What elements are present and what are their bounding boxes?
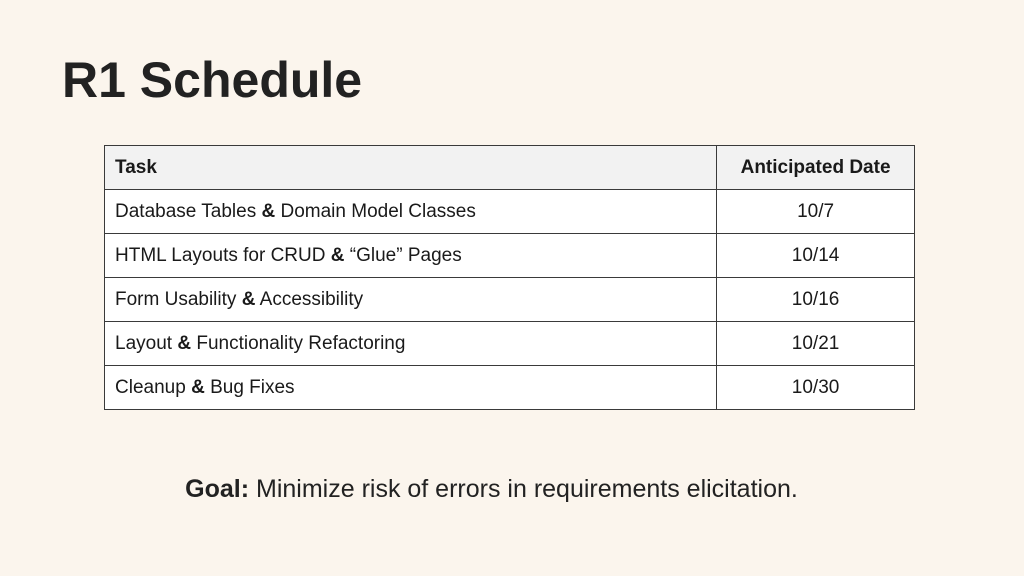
- task-cell: [105, 190, 717, 234]
- date-cell: 10/16: [717, 278, 915, 322]
- ampersand: &: [261, 200, 276, 222]
- table-row: [105, 278, 915, 322]
- task-text: Layout: [115, 332, 173, 354]
- date-cell: 10/21: [717, 322, 915, 366]
- task-text: Form Usability: [115, 288, 237, 310]
- task-text: Functionality Refactoring: [196, 332, 406, 354]
- date-cell: 10/30: [717, 366, 915, 410]
- column-header-anticipated-date: Anticipated Date: [717, 146, 915, 190]
- slide-title: R1 Schedule: [62, 52, 363, 108]
- column-header-task: Task: [105, 146, 717, 190]
- task-cell: [105, 366, 717, 410]
- task-text: “Glue” Pages: [349, 244, 462, 266]
- task-cell: [105, 322, 717, 366]
- ampersand: &: [241, 288, 256, 310]
- goal-text: Minimize risk of errors in requirements elicitation.: [256, 475, 798, 503]
- table-row: [105, 322, 915, 366]
- task-text: Cleanup: [115, 376, 186, 398]
- ampersand: &: [177, 332, 192, 354]
- goal-label: Goal:: [185, 475, 250, 503]
- table-header-row: [105, 146, 915, 190]
- schedule-table: [104, 145, 915, 410]
- task-cell: [105, 278, 717, 322]
- ampersand: &: [191, 376, 205, 398]
- task-text: Accessibility: [259, 288, 364, 310]
- table-row: [105, 234, 915, 278]
- goal-statement: [0, 475, 983, 504]
- task-text: Bug Fixes: [210, 376, 295, 398]
- date-cell: 10/7: [717, 190, 915, 234]
- table-row: [105, 190, 915, 234]
- task-text: Domain Model Classes: [280, 200, 476, 222]
- task-text: Database Tables: [115, 200, 257, 222]
- task-cell: [105, 234, 717, 278]
- ampersand: &: [330, 244, 345, 266]
- task-text: HTML Layouts for CRUD: [115, 244, 326, 266]
- date-cell: 10/14: [717, 234, 915, 278]
- table-row: [105, 366, 915, 410]
